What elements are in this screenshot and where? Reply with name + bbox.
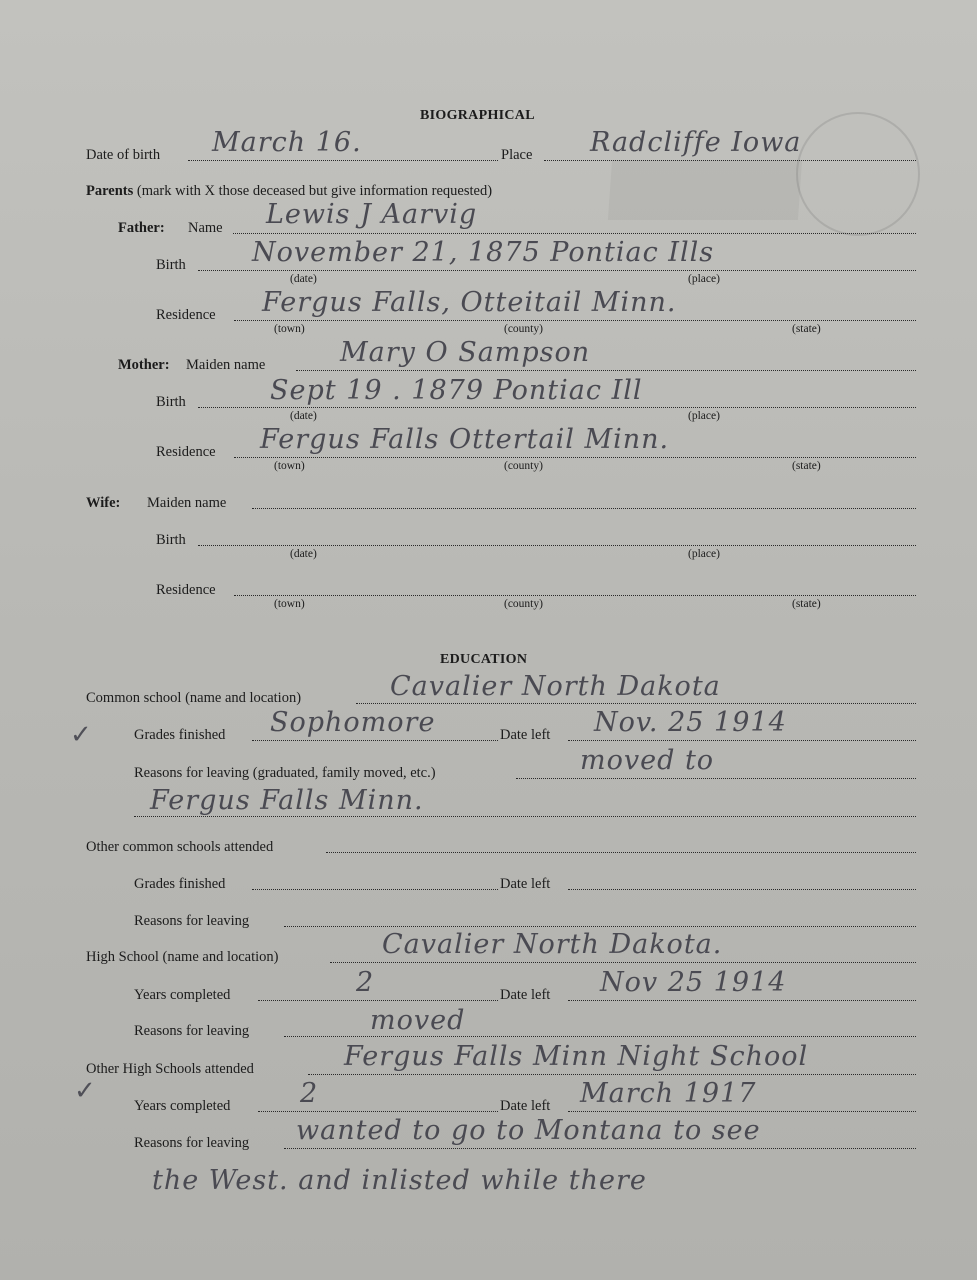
reasons-leaving-label-2: Reasons for leaving <box>134 913 250 929</box>
mother-residence-line <box>234 457 916 458</box>
father-residence-line <box>234 320 916 321</box>
mother-maiden-value: Mary O Sampson <box>340 337 591 368</box>
date-of-birth-value: March 16. <box>212 127 362 158</box>
wife-birth-line <box>198 545 916 546</box>
date-left-line-2 <box>568 889 916 890</box>
reasons-leaving-value-4a: wanted to go to Montana to see <box>296 1115 761 1146</box>
high-school-value: Cavalier North Dakota. <box>382 929 723 960</box>
common-school-line <box>356 703 916 704</box>
grades-finished-label-2: Grades finished <box>134 876 226 892</box>
mother-residence-county-sub: (county) <box>504 460 543 472</box>
date-left-value: Nov. 25 1914 <box>594 707 787 738</box>
father-birth-label: Birth <box>156 257 186 273</box>
wife-maiden-label: Maiden name <box>147 495 227 511</box>
years-completed-line-2 <box>258 1111 498 1112</box>
check-mark-icon: ✓ <box>70 720 92 750</box>
check-mark-icon: ✓ <box>74 1076 96 1106</box>
mother-residence-value: Fergus Falls Ottertail Minn. <box>260 424 670 455</box>
date-left-label-4: Date left <box>500 1098 551 1114</box>
reasons-leaving-value-2: Fergus Falls Minn. <box>150 785 424 816</box>
place-line <box>544 160 916 161</box>
years-completed-value: 2 <box>356 967 375 998</box>
other-high-schools-value: Fergus Falls Minn Night School <box>344 1041 809 1072</box>
father-name-label: Name <box>188 220 223 236</box>
wife-residence-town-sub: (town) <box>274 598 305 610</box>
parents-note: (mark with X those deceased but give information requested) <box>136 183 493 199</box>
mother-birth-place-sub: (place) <box>688 410 720 422</box>
years-completed-value-2: 2 <box>300 1078 319 1109</box>
reasons-leaving-label-4: Reasons for leaving <box>134 1135 250 1151</box>
date-left-line-3 <box>568 1000 916 1001</box>
seal-stamp <box>796 112 920 236</box>
reasons-leaving-value-3: moved <box>370 1005 466 1036</box>
mother-birth-line <box>198 407 916 408</box>
mother-label: Mother: <box>118 357 170 373</box>
date-left-line <box>568 740 916 741</box>
date-left-label-2: Date left <box>500 876 551 892</box>
reasons-leaving-line-2 <box>134 816 916 817</box>
years-completed-label-2: Years completed <box>134 1098 231 1114</box>
father-birth-place-sub: (place) <box>688 273 720 285</box>
other-common-schools-line <box>326 852 916 853</box>
grades-finished-value: Sophomore <box>270 707 436 738</box>
grades-finished-label: Grades finished <box>134 727 226 743</box>
wife-birth-date-sub: (date) <box>290 548 317 560</box>
grades-finished-line <box>252 740 498 741</box>
place-label: Place <box>501 147 533 163</box>
reasons-leaving-value-1: moved to <box>580 745 715 776</box>
date-left-line-4 <box>568 1111 916 1112</box>
mother-residence-state-sub: (state) <box>792 460 821 472</box>
father-residence-value: Fergus Falls, Otteitail Minn. <box>262 287 677 318</box>
reasons-leaving-label-3: Reasons for leaving <box>134 1023 250 1039</box>
mother-maiden-line <box>296 370 916 371</box>
high-school-line <box>330 962 916 963</box>
reasons-leaving-label: Reasons for leaving (graduated, family moved, etc.) <box>134 765 436 781</box>
parents-label: Parents <box>86 183 134 199</box>
mother-residence-label: Residence <box>156 444 216 460</box>
bleed-through <box>608 160 802 220</box>
mother-maiden-label: Maiden name <box>186 357 266 373</box>
father-birth-line <box>198 270 916 271</box>
father-birth-value: November 21, 1875 Pontiac Ills <box>252 237 715 268</box>
date-left-value-3: Nov 25 1914 <box>600 967 787 998</box>
father-label: Father: <box>118 220 165 236</box>
wife-residence-line <box>234 595 916 596</box>
wife-birth-label: Birth <box>156 532 186 548</box>
date-of-birth-label: Date of birth <box>86 147 161 163</box>
mother-birth-value: Sept 19 . 1879 Pontiac Ill <box>270 375 643 406</box>
father-birth-date-sub: (date) <box>290 273 317 285</box>
common-school-value: Cavalier North Dakota <box>390 671 721 702</box>
wife-label: Wife: <box>86 495 121 511</box>
father-residence-label: Residence <box>156 307 216 323</box>
reasons-leaving-line <box>516 778 916 779</box>
father-name-line <box>233 233 916 234</box>
high-school-label: High School (name and location) <box>86 949 279 965</box>
reasons-leaving-value-4b: the West. and inlisted while there <box>152 1165 647 1196</box>
date-left-label-3: Date left <box>500 987 551 1003</box>
father-residence-county-sub: (county) <box>504 323 543 335</box>
years-completed-label: Years completed <box>134 987 231 1003</box>
mother-birth-date-sub: (date) <box>290 410 317 422</box>
parents-line <box>86 182 492 200</box>
father-residence-state-sub: (state) <box>792 323 821 335</box>
years-completed-line <box>258 1000 498 1001</box>
date-of-birth-line <box>188 160 498 161</box>
grades-finished-line-2 <box>252 889 498 890</box>
other-high-schools-label: Other High Schools attended <box>86 1061 254 1077</box>
wife-residence-state-sub: (state) <box>792 598 821 610</box>
common-school-label: Common school (name and location) <box>86 690 302 706</box>
other-high-schools-line <box>308 1074 916 1075</box>
date-left-label: Date left <box>500 727 551 743</box>
other-common-schools-label: Other common schools attended <box>86 839 274 855</box>
date-left-value-4: March 1917 <box>580 1078 757 1109</box>
wife-residence-county-sub: (county) <box>504 598 543 610</box>
wife-maiden-line <box>252 508 916 509</box>
reasons-leaving-line-3 <box>284 926 916 927</box>
father-residence-town-sub: (town) <box>274 323 305 335</box>
father-name-value: Lewis J Aarvig <box>266 199 478 230</box>
education-heading: EDUCATION <box>440 652 528 667</box>
mother-birth-label: Birth <box>156 394 186 410</box>
mother-residence-town-sub: (town) <box>274 460 305 472</box>
reasons-leaving-line-5 <box>284 1148 916 1149</box>
reasons-leaving-line-4 <box>284 1036 916 1037</box>
wife-birth-place-sub: (place) <box>688 548 720 560</box>
biographical-heading: BIOGRAPHICAL <box>420 108 535 123</box>
place-value: Radcliffe Iowa <box>590 127 802 158</box>
wife-residence-label: Residence <box>156 582 216 598</box>
